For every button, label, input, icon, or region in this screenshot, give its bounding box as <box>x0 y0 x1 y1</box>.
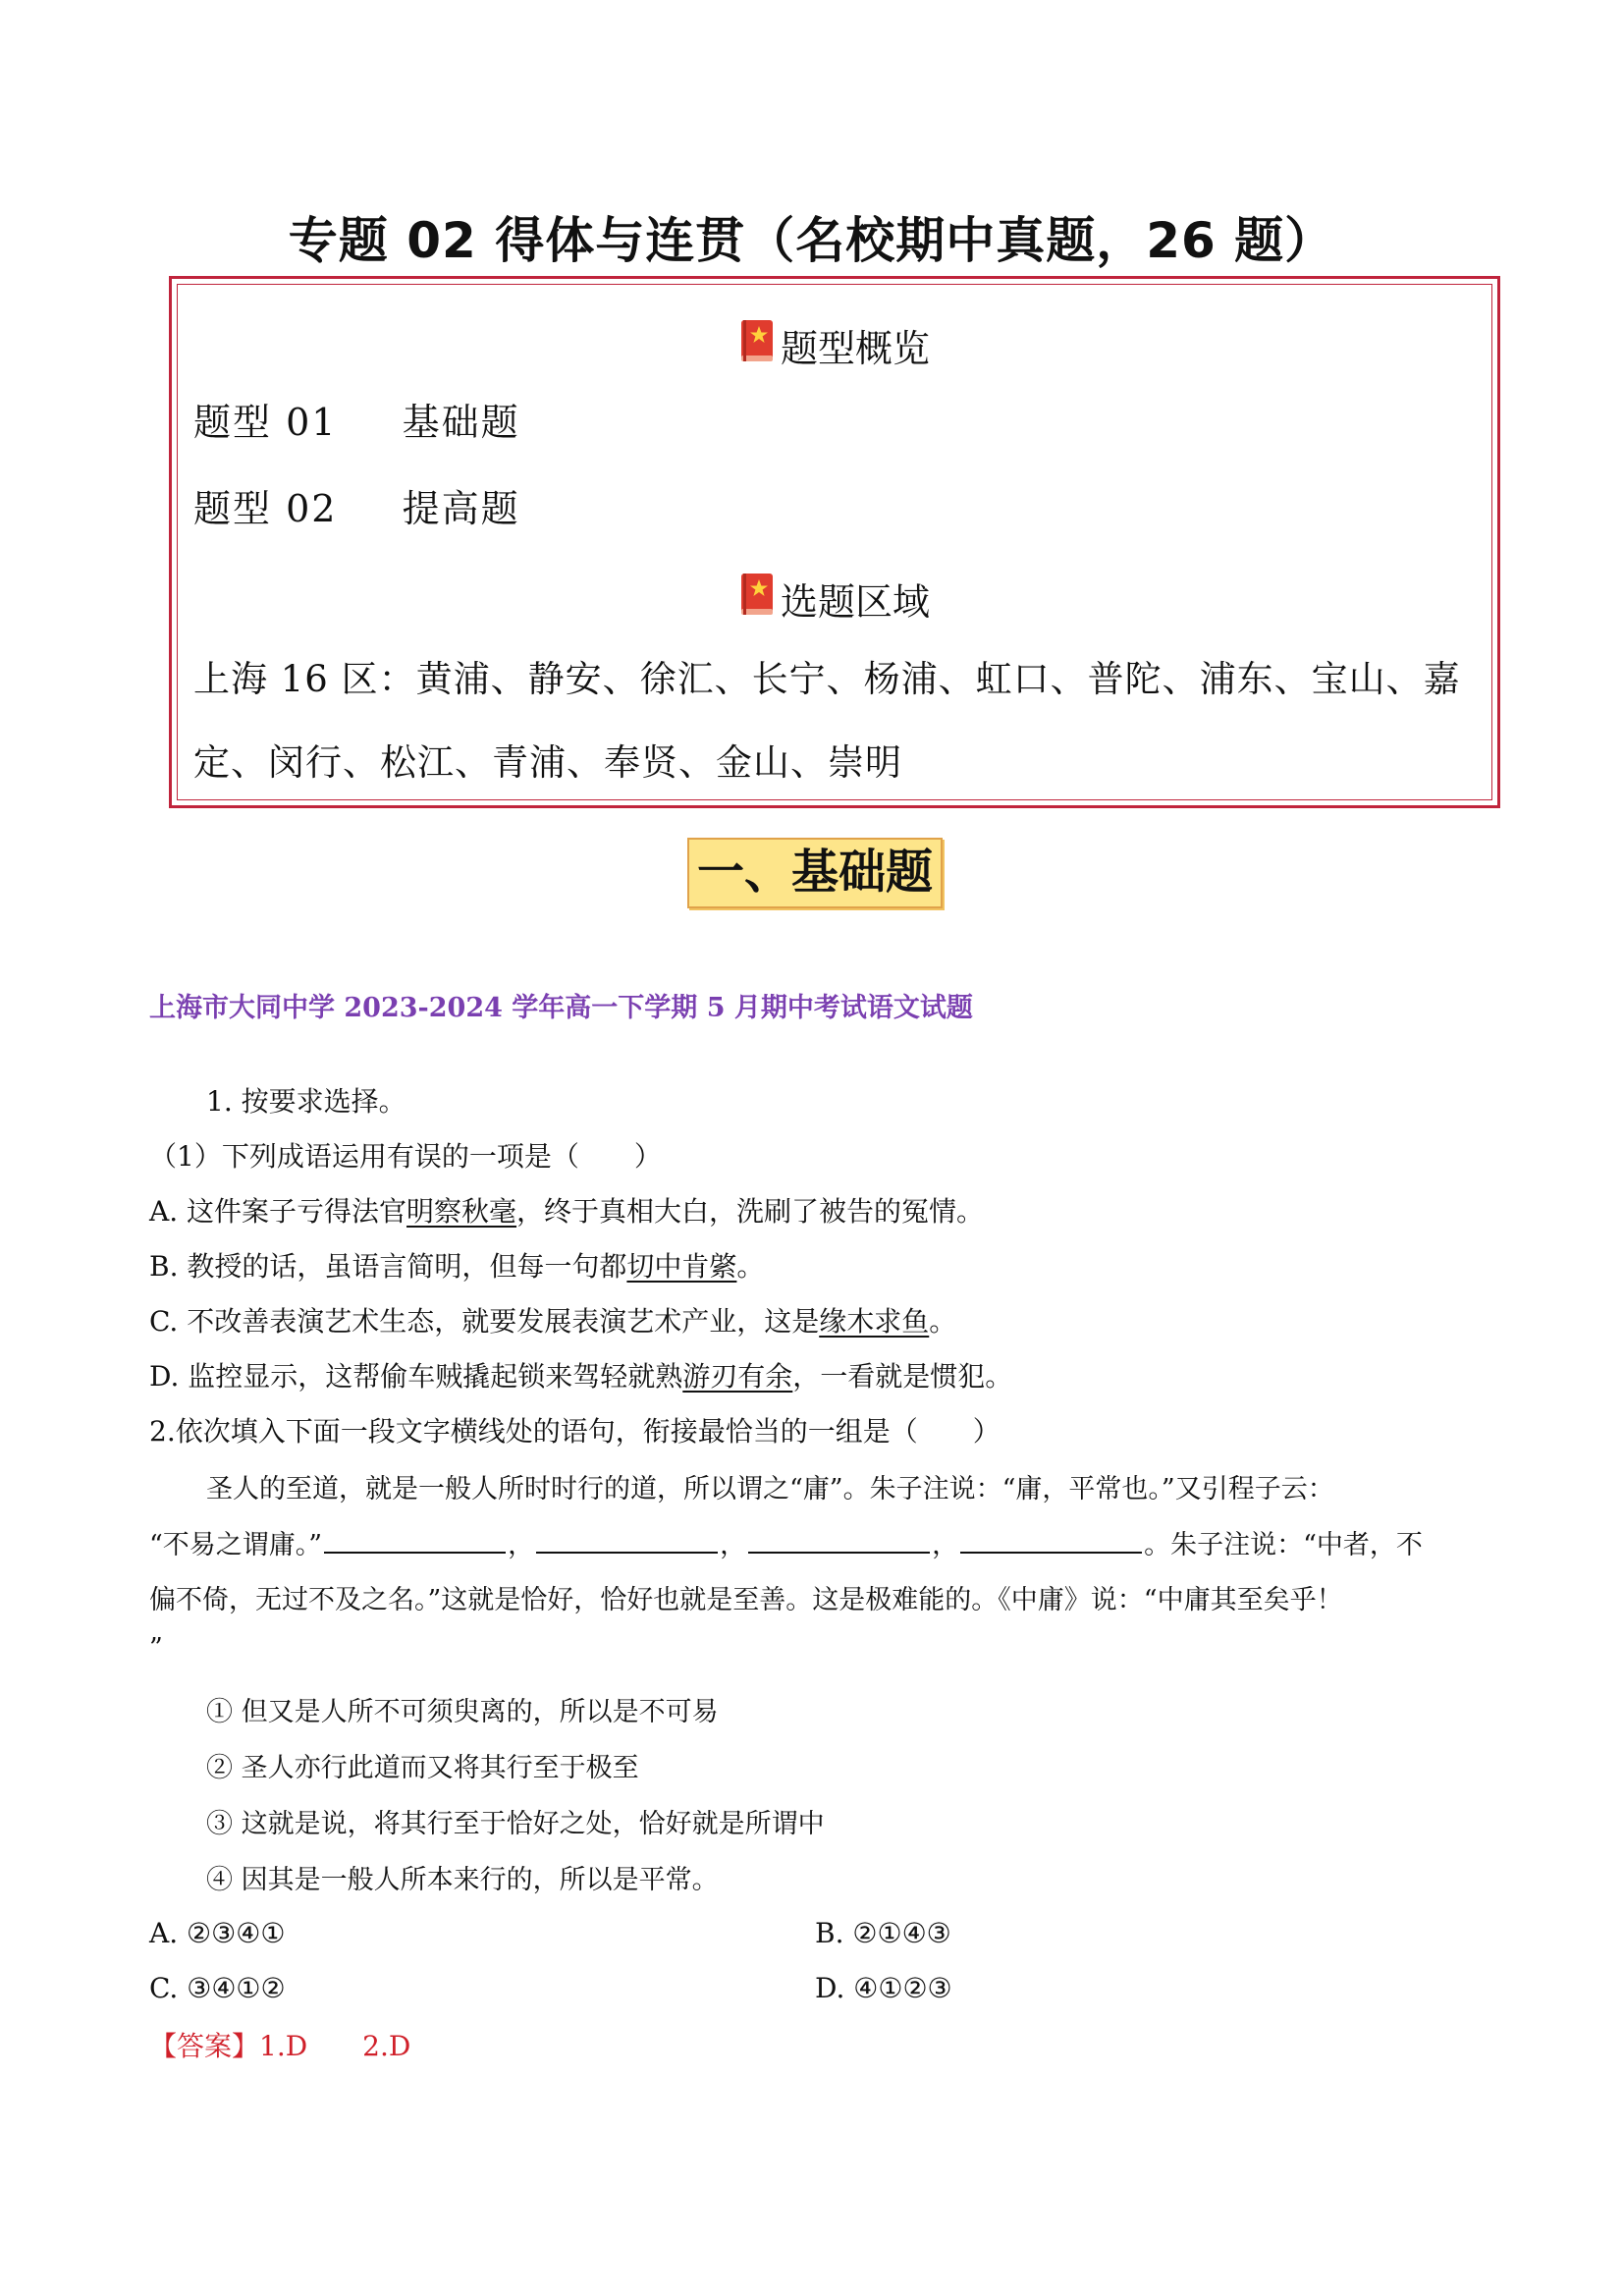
type-name: 基础题 <box>402 401 520 444</box>
option-text: 。 <box>736 1250 765 1283</box>
q2-passage-line-3: 偏不倚，无过不及之名。”这就是恰好，恰好也就是至善。这是极难能的。《中庸》说：“中庸其至矣乎！ <box>149 1585 1343 1615</box>
underlined-idiom: 缘木求鱼 <box>819 1305 930 1338</box>
q2-passage-line-4: ” <box>149 1633 163 1664</box>
q2-choice-b: B. ②①④③ <box>815 1917 951 1949</box>
fill-blank-3 <box>748 1526 930 1554</box>
type-row-1 <box>193 392 520 446</box>
passage-text: 。朱子注说：“中者，不 <box>1144 1530 1423 1560</box>
q2-stem: 2.依次填入下面一段文字横线处的语句，衔接最恰当的一组是（ ） <box>149 1415 1001 1448</box>
q1-stem: 1. 按要求选择。 <box>206 1085 406 1118</box>
overview-box <box>169 276 1500 808</box>
answer-line: 【答案】1.D 2.D <box>149 2030 411 2062</box>
q2-choice-a: A. ②③④① <box>149 1917 286 1949</box>
overview-heading <box>172 318 1497 372</box>
q2-choice-c: C. ③④①② <box>149 1972 286 2004</box>
underlined-idiom: 切中肯綮 <box>626 1250 737 1283</box>
region-line-2: 定、闵行、松江、青浦、奉贤、金山、崇明 <box>193 741 902 784</box>
type-row-2 <box>193 478 520 532</box>
region-heading <box>172 572 1497 626</box>
option-text: B. 教授的话，虽语言简明，但每一句都 <box>149 1250 627 1283</box>
page-title: 专题 02 得体与连贯（名校期中真题，26 题） <box>288 212 1335 269</box>
region-heading-text: 选题区域 <box>780 580 930 624</box>
fill-blank-4 <box>960 1526 1142 1554</box>
q1-option-d <box>149 1355 1012 1394</box>
q2-item-1: ① 但又是人所不可须臾离的，所以是不可易 <box>206 1697 719 1727</box>
option-text: ，一看就是惯犯。 <box>792 1360 1013 1393</box>
underlined-idiom: 明察秋毫 <box>406 1195 517 1228</box>
q1-option-c <box>149 1300 956 1339</box>
section-banner: 一、基础题 <box>687 838 943 908</box>
option-text: A. 这件案子亏得法官 <box>149 1195 407 1228</box>
q2-item-2: ② 圣人亦行此道而又将其行至于极至 <box>206 1753 639 1783</box>
q1-option-a <box>149 1190 984 1230</box>
option-text: C. 不改善表演艺术生态，就要发展表演艺术产业，这是 <box>149 1305 820 1338</box>
blank-separator: ， <box>932 1530 959 1560</box>
underlined-idiom: 游刃有余 <box>682 1360 793 1393</box>
q1-option-b <box>149 1245 764 1285</box>
type-num: 题型 01 <box>193 401 338 444</box>
type-name: 提高题 <box>402 487 520 530</box>
blank-separator: ， <box>508 1530 535 1560</box>
overview-heading-text: 题型概览 <box>780 327 930 370</box>
book-icon <box>739 318 775 363</box>
fill-blank-1 <box>324 1526 506 1554</box>
q2-passage-line-2 <box>149 1523 1423 1561</box>
book-icon <box>739 572 775 617</box>
option-text: 。 <box>929 1305 957 1338</box>
region-line-1: 上海 16 区：黄浦、静安、徐汇、长宁、杨浦、虹口、普陀、浦东、宝山、嘉 <box>193 658 1461 700</box>
q2-choice-d: D. ④①②③ <box>815 1972 952 2004</box>
q2-item-4: ④ 因其是一般人所本来行的，所以是平常。 <box>206 1865 719 1895</box>
blank-separator: ， <box>720 1530 747 1560</box>
q1-sub: （1）下列成语运用有误的一项是（ ） <box>149 1140 662 1173</box>
source-line: 上海市大同中学 2023-2024 学年高一下学期 5 月期中考试语文试题 <box>149 993 973 1023</box>
option-text: ，终于真相大白，洗刷了被告的冤情。 <box>516 1195 985 1228</box>
type-num: 题型 02 <box>193 487 338 530</box>
fill-blank-2 <box>536 1526 718 1554</box>
q2-passage-line-1: 圣人的至道，就是一般人所时时行的道，所以谓之“庸”。朱子注说：“庸，平常也。”又引程子云： <box>206 1474 1334 1504</box>
option-text: D. 监控显示，这帮偷车贼撬起锁来驾轻就熟 <box>149 1360 683 1393</box>
q2-item-3: ③ 这就是说，将其行至于恰好之处，恰好就是所谓中 <box>206 1809 825 1839</box>
passage-text: “不易之谓庸。” <box>149 1530 323 1560</box>
